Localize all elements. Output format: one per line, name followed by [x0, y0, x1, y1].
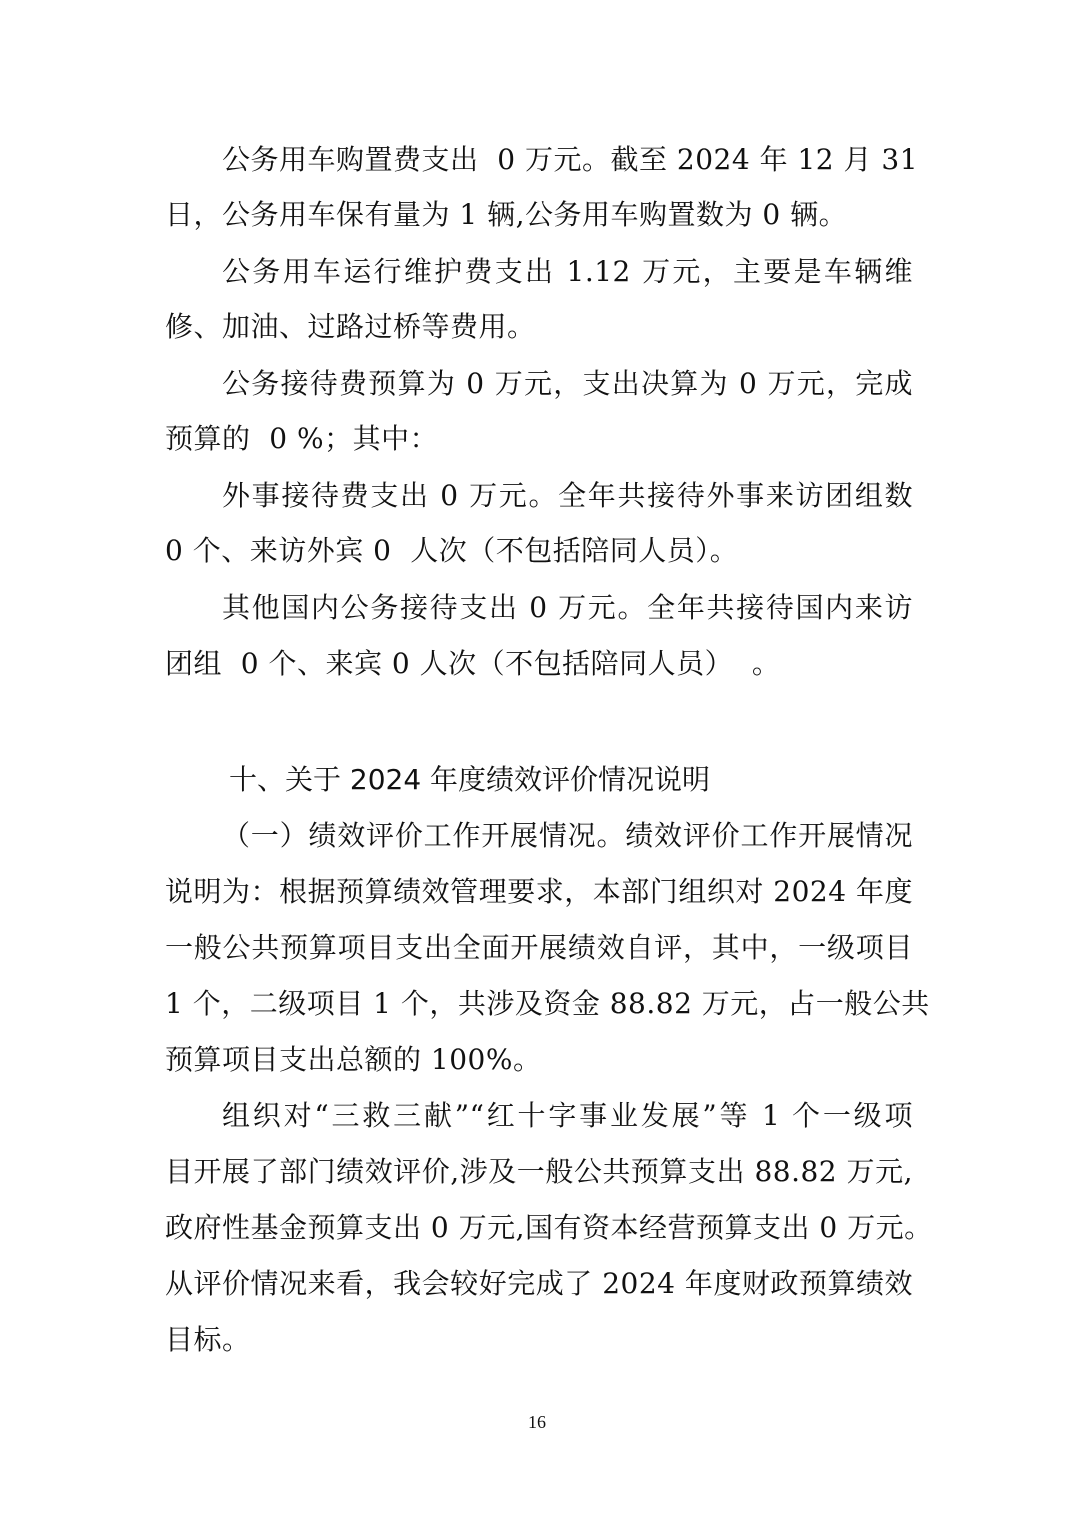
paragraph-6-line-2: 说明为：根据预算绩效管理要求，本部门组织对 2024 年度 [165, 875, 913, 908]
section-heading: 十、关于 2024 年度绩效评价情况说明 [229, 763, 711, 796]
paragraph-4-line-2: 0 个、来访外宾 0 人次（不包括陪同人员）。 [165, 534, 739, 567]
paragraph-6-line-5: 预算项目支出总额的 100%。 [165, 1043, 542, 1076]
paragraph-7-line-2: 目开展了部门绩效评价,涉及一般公共预算支出 88.82 万元, [165, 1155, 913, 1188]
paragraph-5-line-2: 团组 0 个、来宾 0 人次（不包括陪同人员） 。 [165, 647, 781, 680]
page-number: 16 [528, 1412, 546, 1432]
paragraph-3-line-1: 公务接待费预算为 0 万元，支出决算为 0 万元，完成 [222, 367, 913, 400]
paragraph-1-line-1: 公务用车购置费支出 0 万元。截至 2024 年 12 月 31 [222, 143, 919, 176]
paragraph-1-line-2: 日，公务用车保有量为 1 辆,公务用车购置数为 0 辆。 [165, 198, 848, 231]
paragraph-3-line-2: 预算的 0 %；其中： [165, 422, 439, 455]
paragraph-6-line-1: （一）绩效评价工作开展情况。绩效评价工作开展情况 [222, 819, 913, 852]
paragraph-7-line-3: 政府性基金预算支出 0 万元,国有资本经营预算支出 0 万元。 [165, 1211, 933, 1244]
paragraph-6-line-3: 一般公共预算项目支出全面开展绩效自评，其中，一级项目 [165, 931, 913, 964]
paragraph-4-line-1: 外事接待费支出 0 万元。全年共接待外事来访团组数 [222, 479, 913, 512]
paragraph-7-line-1: 组织对“三救三献”“红十字事业发展”等 1 个一级项 [222, 1099, 913, 1132]
paragraph-6-line-4: 1 个，二级项目 1 个，共涉及资金 88.82 万元，占一般公共 [165, 987, 930, 1020]
paragraph-5-line-1: 其他国内公务接待支出 0 万元。全年共接待国内来访 [222, 591, 913, 624]
paragraph-7-line-5: 目标。 [165, 1323, 251, 1356]
paragraph-7-line-4: 从评价情况来看，我会较好完成了 2024 年度财政预算绩效 [165, 1267, 913, 1300]
paragraph-2-line-2: 修、加油、过路过桥等费用。 [165, 310, 536, 343]
paragraph-2-line-1: 公务用车运行维护费支出 1.12 万元，主要是车辆维 [222, 255, 913, 288]
